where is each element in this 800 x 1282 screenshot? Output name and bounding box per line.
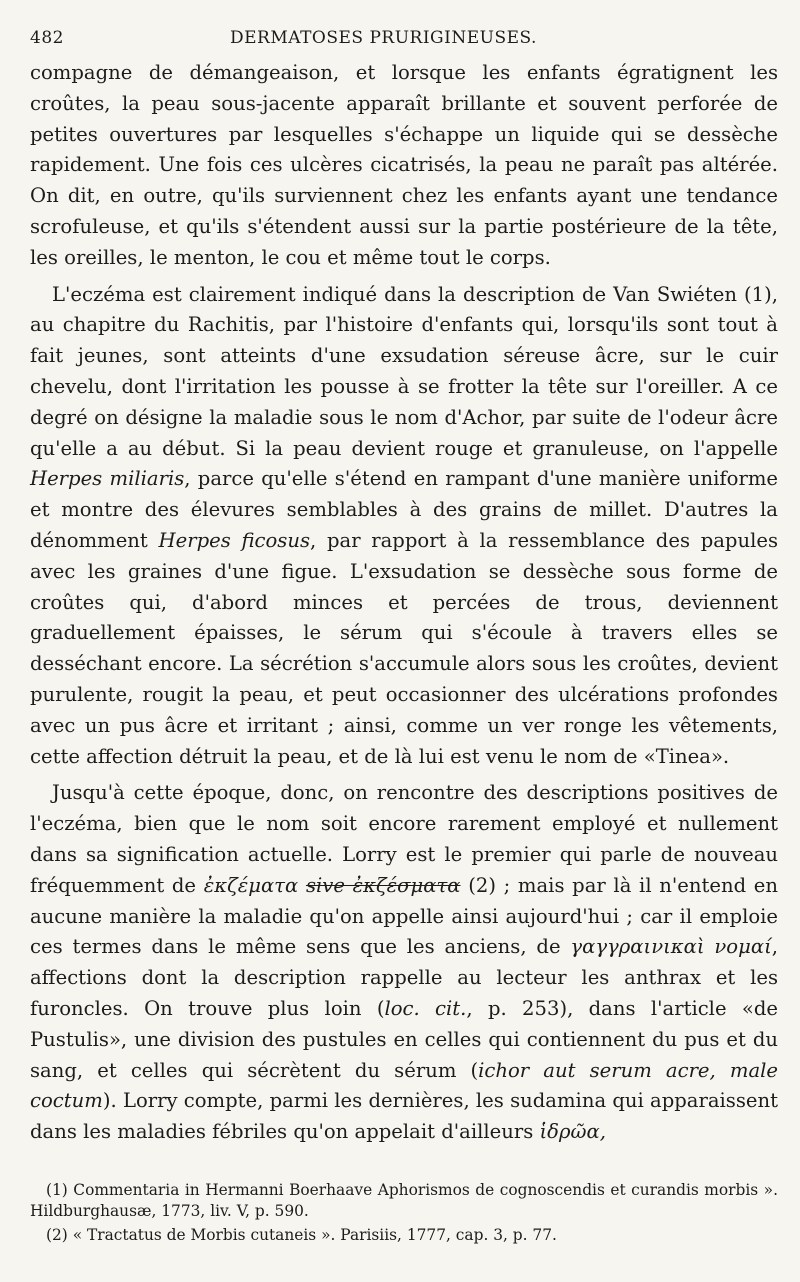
running-title: DERMATOSES PRURIGINEUSES. <box>230 28 537 48</box>
greek-term-hidroa: ἱδρῶα, <box>539 1120 606 1144</box>
footnotes <box>30 1180 778 1249</box>
paragraph-2-text-c: , par rapport à la ressemblance des papules avec les graines d'une figue. L'exsudation se dessèche sous forme de croûtes qui, d'abord minces et percées de trous, deviennent graduellement épaisses, le sérum qui s'écoule à travers elles se desséchant encore. La sécrétion s'accumule alors sous les croûtes, devient purulente, rougit la peau, et peut occasionner des ulcérations profondes avec un pus âcre et irritant ; ainsi, comme un ver ronge les vêtements, cette affection détruit la peau, et de là lui est venu le nom de «Tinea». <box>30 528 779 768</box>
loc-cit-ref: loc. cit. <box>384 996 467 1020</box>
paragraph-3-text-c: , affections dont la description rappelle au lecteur les anthrax et les furoncles. On trouve plus loin ( <box>30 935 778 1020</box>
paragraph-2-text-b: , parce qu'elle s'étend en rampant d'une manière uniforme et montre des élevures semblables à des grains de millet. D'autres la dénomment <box>30 467 778 552</box>
struck-greek-term: sive ἐκζέσματα <box>305 873 461 897</box>
paragraph-3-text-a: Jusqu'à cette époque, donc, on rencontre des descriptions positives de l'eczéma, bien que le nom soit encore rarement employé et nullement dans sa signification actuelle. Lorry est le premier qui parle de nouveau fréquemment de <box>30 781 778 897</box>
paragraph-3-text-b: (2) ; mais par là il n'entend en aucune manière la maladie qu'on appelle ainsi aujourd'hui ; car il emploie ces termes dans le même sens que les anciens, de <box>30 873 779 959</box>
body-text <box>30 58 778 1148</box>
paragraph-3 <box>30 778 778 1148</box>
footnote-2: (2) « Tractatus de Morbis cutaneis ». Parisiis, 1777, cap. 3, p. 77. <box>46 1226 557 1244</box>
paragraph-2 <box>30 280 778 773</box>
greek-term-gangrainikai: γαγγραινικαὶ νομαί <box>570 935 772 959</box>
page-number: 482 <box>30 28 64 48</box>
page-header <box>30 28 778 48</box>
herpes-ficosus-term: Herpes ficosus <box>158 528 311 552</box>
paragraph-3-text-e: ). Lorry compte, parmi les dernières, les sudamina qui apparaissent dans les maladies fébriles qu'on appelait d'ailleurs <box>30 1089 778 1144</box>
paragraph-2-text-a: L'eczéma est clairement indiqué dans la description de Van Swiéten (1), au chapitre du Rachitis, par l'histoire d'enfants qui, lorsqu'ils sont tout à fait jeunes, sont atteints d'une exsudation séreuse âcre, sur le cuir chevelu, dont l'irritation les pousse à se frotter la tête sur l'oreiller. A ce degré on désigne la maladie sous le nom d'Achor, par suite de l'odeur âcre qu'elle a au début. Si la peau devient rouge et granuleuse, on l'appelle <box>30 282 778 460</box>
latin-quote: ichor aut serum acre, male coctum <box>30 1058 778 1113</box>
paragraph-1: compagne de démangeaison, et lorsque les enfants égratignent les croûtes, la peau sous-jacente apparaît brillante et souvent perforée de petites ouvertures par lesquelles s'échappe un liquide qui se dessèche rapidement. Une fois ces ulcères cicatrisés, la peau ne paraît pas altérée. On dit, en outre, qu'ils surviennent chez les enfants ayant une tendance scrofuleuse, et qu'ils s'étendent aussi sur la partie postérieure de la tête, les oreilles, le menton, le cou et même tout le corps. <box>30 61 778 269</box>
paragraph-3-text-d: , p. 253), dans l'article «de Pustulis», une division des pustules en celles qui contiennent du pus et du sang, et celles qui sécrètent du sérum ( <box>30 996 778 1082</box>
greek-term-ekzemata: ἐκζέματα <box>203 873 299 897</box>
footnote-1: (1) Commentaria in Hermanni Boerhaave Aphorismos de cognoscendis et curandis morbis ». Hildburghausæ, 1773, liv. V, p. 590. <box>30 1181 778 1220</box>
herpes-miliaris-term: Herpes miliaris <box>30 467 185 491</box>
